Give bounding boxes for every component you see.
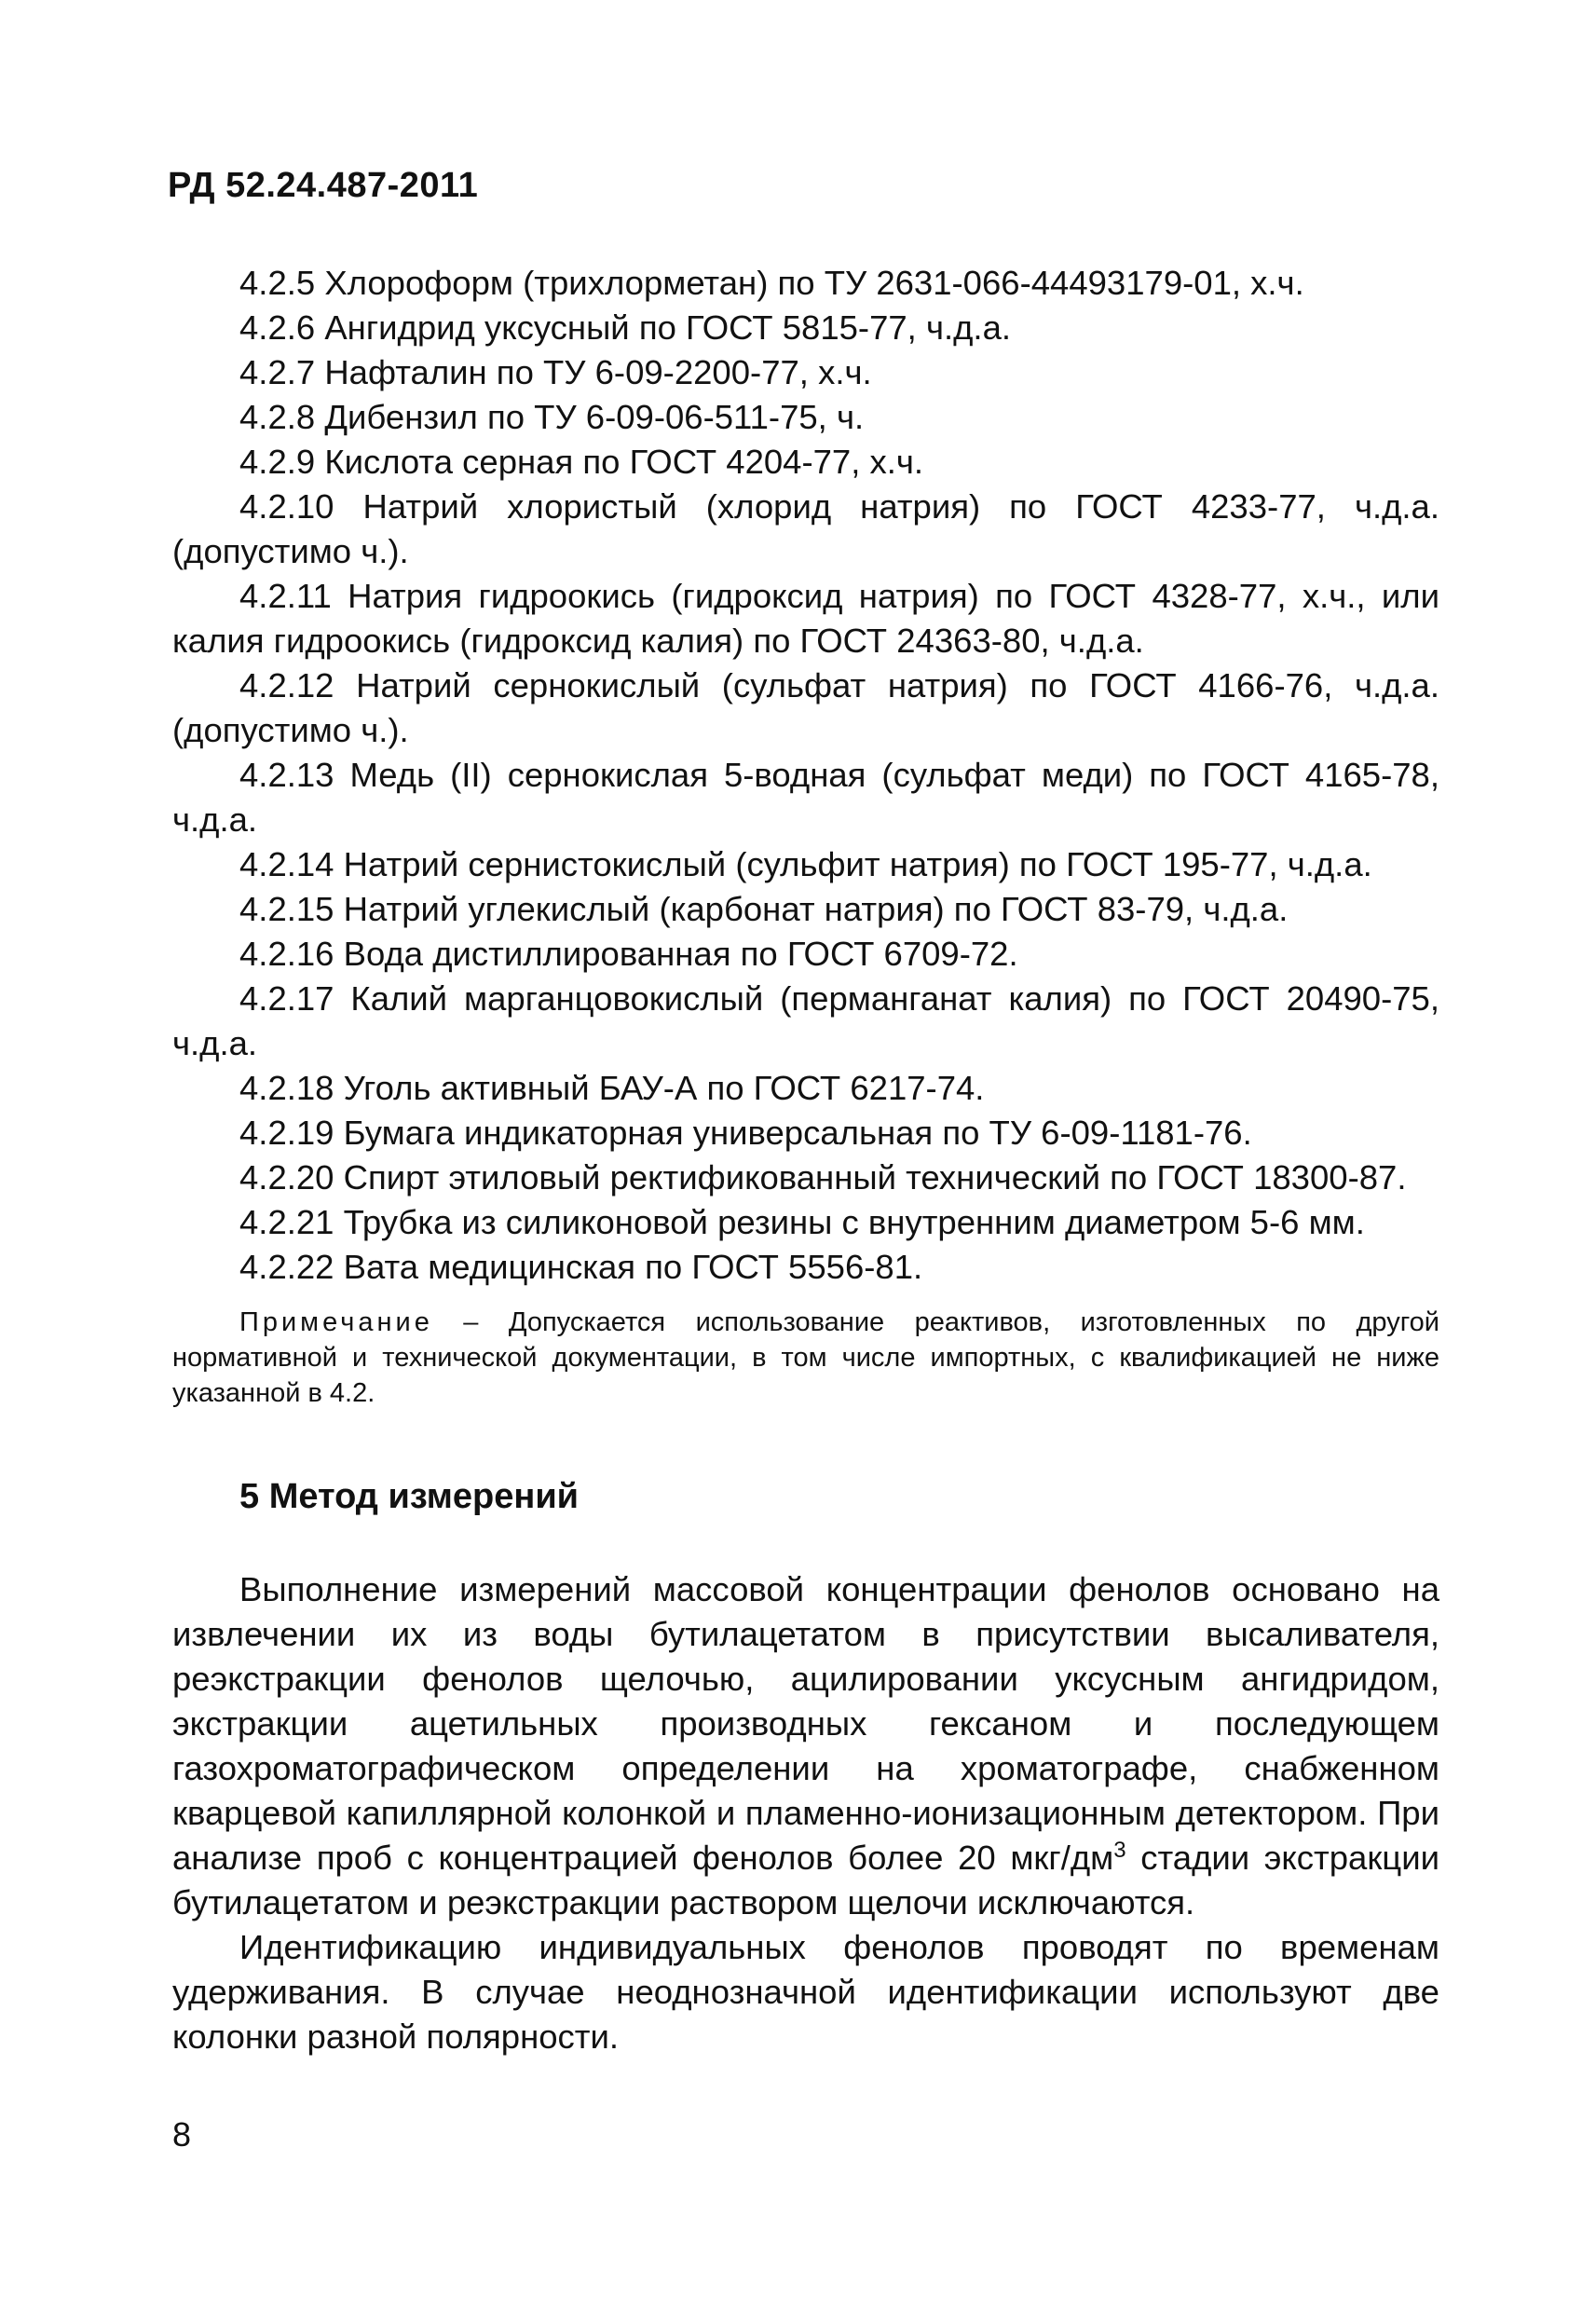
method-paragraph-text-cont: стадии экстракции бутилацетатом и реэкстракции раствором щелочи исключаются.	[172, 1839, 1439, 1921]
list-item: 4.2.13 Медь (II) сернокислая 5-водная (сульфат меди) по ГОСТ 4165-78, ч.д.а.	[172, 756, 1439, 839]
page-number: 8	[172, 2115, 192, 2154]
identification-paragraph: Идентификацию индивидуальных фенолов проводят по временам удерживания. В случае неоднозначной идентификации используют две колонки разной полярности.	[172, 1928, 1439, 2056]
list-item: 4.2.19 Бумага индикаторная универсальная по ТУ 6-09-1181-76.	[239, 1114, 1252, 1152]
list-item: 4.2.20 Спирт этиловый ректификованный технический по ГОСТ 18300-87.	[239, 1158, 1407, 1197]
list-item: 4.2.15 Натрий углекислый (карбонат натрия) по ГОСТ 83-79, ч.д.а.	[239, 890, 1289, 928]
page-content	[172, 261, 1439, 2059]
list-item: 4.2.14 Натрий сернистокислый (сульфит натрия) по ГОСТ 195-77, ч.д.а.	[239, 845, 1372, 883]
list-item: 4.2.16 Вода дистиллированная по ГОСТ 6709-72.	[239, 935, 1018, 973]
note-block	[172, 1305, 1439, 1411]
list-item: 4.2.21 Трубка из силиконовой резины с внутренним диаметром 5-6 мм.	[239, 1203, 1365, 1241]
document-code-header: РД 52.24.487-2011	[168, 166, 479, 205]
note-label: Примечание	[239, 1307, 433, 1337]
list-item: 4.2.22 Вата медицинская по ГОСТ 5556-81.	[239, 1248, 923, 1286]
list-item: 4.2.9 Кислота серная по ГОСТ 4204-77, х.ч.	[239, 443, 924, 481]
list-item: 4.2.17 Калий марганцовокислый (перманганат калия) по ГОСТ 20490-75, ч.д.а.	[172, 979, 1439, 1062]
list-item: 4.2.11 Натрия гидроокись (гидроксид натрия) по ГОСТ 4328-77, х.ч., или калия гидроокись (гидроксид калия) по ГОСТ 24363-80, ч.д.а.	[172, 577, 1439, 660]
method-paragraph-text: Выполнение измерений массовой концентрации фенолов основано на извлечении их из воды бутилацетатом в присутствии высаливателя, реэкстракции фенолов щелочью, ацилировании уксусным ангидридом, экстракции ацетильных производных гексаном и последующем газохроматографическом определении на хроматографе, снабженном кварцевой капиллярной колонкой и пламенно-ионизационным детектором. При анализе проб с концентрацией фенолов более 20 мкг/дм	[172, 1570, 1439, 1877]
list-item: 4.2.8 Дибензил по ТУ 6-09-06-511-75, ч.	[239, 398, 865, 436]
list-item: 4.2.7 Нафталин по ТУ 6-09-2200-77, х.ч.	[239, 353, 872, 391]
method-paragraph	[172, 1567, 1439, 1925]
list-item: 4.2.10 Натрий хлористый (хлорид натрия) по ГОСТ 4233-77, ч.д.а. (допустимо ч.).	[172, 487, 1439, 570]
list-item: 4.2.6 Ангидрид уксусный по ГОСТ 5815-77, ч.д.а.	[239, 308, 1012, 347]
section-heading: 5 Метод измерений	[239, 1477, 580, 1516]
list-item: 4.2.5 Хлороформ (трихлорметан) по ТУ 2631-066-44493179-01, х.ч.	[239, 264, 1304, 302]
note-text: – Допускается использование реактивов, изготовленных по другой нормативной и технической документации, в том числе импортных, с квалификацией не ниже указанной в 4.2.	[172, 1307, 1439, 1408]
superscript: 3	[1113, 1837, 1126, 1863]
list-item: 4.2.12 Натрий сернокислый (сульфат натрия) по ГОСТ 4166-76, ч.д.а. (допустимо ч.).	[172, 666, 1439, 749]
list-item: 4.2.18 Уголь активный БАУ-А по ГОСТ 6217-74.	[239, 1069, 985, 1107]
